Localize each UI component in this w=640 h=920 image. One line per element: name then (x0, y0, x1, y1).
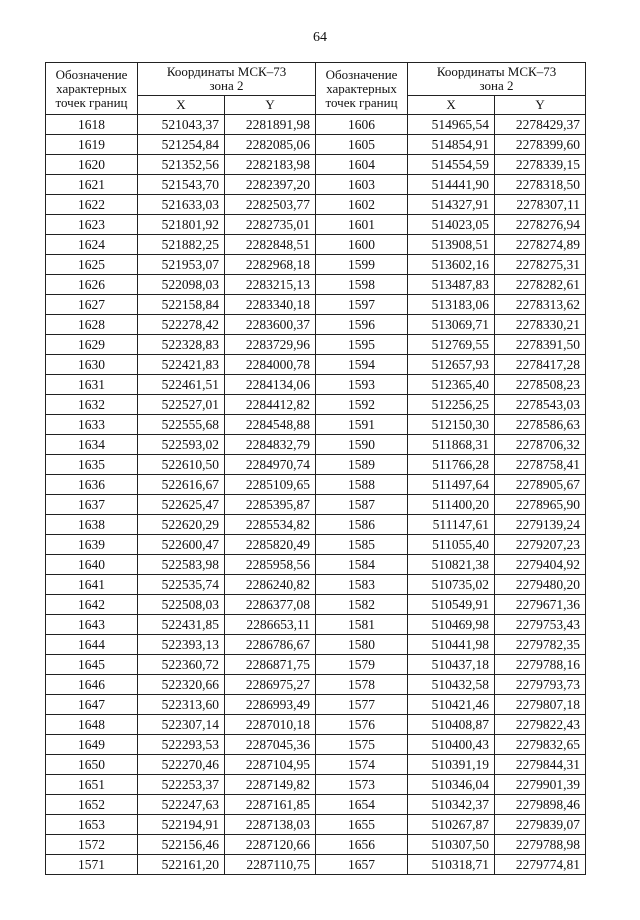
cell-point-left: 1622 (46, 195, 138, 215)
cell-y-right: 2279774,81 (495, 855, 586, 875)
cell-y-right: 2278965,90 (495, 495, 586, 515)
cell-y-right: 2278508,23 (495, 375, 586, 395)
cell-x-left: 522555,68 (138, 415, 225, 435)
cell-x-right: 511147,61 (408, 515, 495, 535)
cell-x-right: 514554,59 (408, 155, 495, 175)
cell-x-left: 522600,47 (138, 535, 225, 555)
cell-x-left: 522527,01 (138, 395, 225, 415)
table-body (46, 115, 586, 875)
cell-x-left: 522508,03 (138, 595, 225, 615)
coords-title-line2: зона 2 (209, 78, 244, 93)
table-row (46, 195, 586, 215)
cell-y-right: 2278758,41 (495, 455, 586, 475)
cell-point-left: 1631 (46, 375, 138, 395)
cell-y-right: 2279898,46 (495, 795, 586, 815)
cell-y-left: 2282848,51 (225, 235, 316, 255)
cell-y-right: 2279788,98 (495, 835, 586, 855)
cell-x-right: 510735,02 (408, 575, 495, 595)
table-row (46, 655, 586, 675)
table-row (46, 215, 586, 235)
cell-point-left: 1640 (46, 555, 138, 575)
point-label-line1: Обозначение (55, 66, 128, 82)
table-row (46, 355, 586, 375)
cell-x-right: 510342,37 (408, 795, 495, 815)
cell-x-left: 522461,51 (138, 375, 225, 395)
cell-x-right: 511868,31 (408, 435, 495, 455)
cell-y-left: 2284412,82 (225, 395, 316, 415)
cell-point-right: 1576 (316, 715, 408, 735)
cell-y-left: 2282503,77 (225, 195, 316, 215)
cell-x-left: 522610,50 (138, 455, 225, 475)
cell-y-left: 2287104,95 (225, 755, 316, 775)
cell-point-left: 1643 (46, 615, 138, 635)
cell-y-right: 2278429,37 (495, 115, 586, 135)
cell-y-right: 2278706,32 (495, 435, 586, 455)
cell-point-left: 1642 (46, 595, 138, 615)
cell-point-left: 1644 (46, 635, 138, 655)
cell-point-left: 1620 (46, 155, 138, 175)
point-label-line2: характерных (326, 80, 397, 96)
cell-y-right: 2279901,39 (495, 775, 586, 795)
cell-y-left: 2282183,98 (225, 155, 316, 175)
cell-y-left: 2282735,01 (225, 215, 316, 235)
cell-y-left: 2282085,06 (225, 135, 316, 155)
cell-y-right: 2278276,94 (495, 215, 586, 235)
cell-y-right: 2278274,89 (495, 235, 586, 255)
cell-y-left: 2284548,88 (225, 415, 316, 435)
table-row (46, 275, 586, 295)
col-x-header-right: X (408, 96, 495, 115)
cell-y-left: 2283729,96 (225, 335, 316, 355)
cell-point-left: 1641 (46, 575, 138, 595)
cell-point-right: 1597 (316, 295, 408, 315)
table-row (46, 255, 586, 275)
cell-x-left: 522270,46 (138, 755, 225, 775)
cell-point-left: 1649 (46, 735, 138, 755)
cell-x-right: 510821,38 (408, 555, 495, 575)
cell-x-left: 521043,37 (138, 115, 225, 135)
cell-point-right: 1585 (316, 535, 408, 555)
cell-point-right: 1577 (316, 695, 408, 715)
col-y-header-left: Y (225, 96, 316, 115)
cell-point-left: 1647 (46, 695, 138, 715)
cell-y-right: 2278318,50 (495, 175, 586, 195)
cell-x-right: 511400,20 (408, 495, 495, 515)
cell-x-right: 510400,43 (408, 735, 495, 755)
table-row (46, 495, 586, 515)
cell-x-left: 522313,60 (138, 695, 225, 715)
table-row (46, 835, 586, 855)
cell-x-left: 522593,02 (138, 435, 225, 455)
cell-point-left: 1634 (46, 435, 138, 455)
cell-y-right: 2278391,50 (495, 335, 586, 355)
cell-point-right: 1581 (316, 615, 408, 635)
cell-point-left: 1632 (46, 395, 138, 415)
cell-y-right: 2278543,03 (495, 395, 586, 415)
cell-y-left: 2284134,06 (225, 375, 316, 395)
cell-x-right: 510391,19 (408, 755, 495, 775)
table-row (46, 615, 586, 635)
cell-point-left: 1626 (46, 275, 138, 295)
cell-y-left: 2287138,03 (225, 815, 316, 835)
cell-point-left: 1645 (46, 655, 138, 675)
cell-x-left: 522320,66 (138, 675, 225, 695)
cell-y-left: 2282968,18 (225, 255, 316, 275)
table-row (46, 795, 586, 815)
cell-point-right: 1587 (316, 495, 408, 515)
cell-point-right: 1605 (316, 135, 408, 155)
cell-y-left: 2284832,79 (225, 435, 316, 455)
cell-point-left: 1635 (46, 455, 138, 475)
table-row (46, 635, 586, 655)
cell-point-left: 1624 (46, 235, 138, 255)
table-row (46, 475, 586, 495)
cell-point-left: 1639 (46, 535, 138, 555)
cell-point-right: 1601 (316, 215, 408, 235)
cell-point-right: 1579 (316, 655, 408, 675)
cell-y-right: 2279782,35 (495, 635, 586, 655)
cell-x-right: 512657,93 (408, 355, 495, 375)
point-label-line3: точек границ (55, 94, 128, 110)
cell-point-right: 1573 (316, 775, 408, 795)
cell-y-right: 2279788,16 (495, 655, 586, 675)
cell-x-left: 522161,20 (138, 855, 225, 875)
cell-y-left: 2281891,98 (225, 115, 316, 135)
cell-x-right: 513908,51 (408, 235, 495, 255)
cell-x-right: 511497,64 (408, 475, 495, 495)
cell-point-right: 1604 (316, 155, 408, 175)
cell-x-right: 510346,04 (408, 775, 495, 795)
cell-x-right: 510421,46 (408, 695, 495, 715)
cell-point-left: 1648 (46, 715, 138, 735)
cell-y-right: 2279832,65 (495, 735, 586, 755)
cell-point-left: 1627 (46, 295, 138, 315)
cell-x-left: 522098,03 (138, 275, 225, 295)
table-row (46, 375, 586, 395)
cell-x-right: 512256,25 (408, 395, 495, 415)
cell-point-left: 1653 (46, 815, 138, 835)
cell-x-left: 522158,84 (138, 295, 225, 315)
table-row (46, 235, 586, 255)
cell-x-left: 522156,46 (138, 835, 225, 855)
cell-x-left: 521882,25 (138, 235, 225, 255)
cell-x-right: 514441,90 (408, 175, 495, 195)
cell-point-left: 1633 (46, 415, 138, 435)
col-x-header-left: X (138, 96, 225, 115)
cell-x-left: 521953,07 (138, 255, 225, 275)
cell-y-left: 2286993,49 (225, 695, 316, 715)
cell-y-left: 2287120,66 (225, 835, 316, 855)
cell-point-right: 1575 (316, 735, 408, 755)
cell-y-left: 2284970,74 (225, 455, 316, 475)
cell-y-left: 2283340,18 (225, 295, 316, 315)
cell-y-left: 2286240,82 (225, 575, 316, 595)
table-row (46, 155, 586, 175)
cell-y-right: 2279822,43 (495, 715, 586, 735)
cell-y-right: 2278399,60 (495, 135, 586, 155)
cell-x-right: 510318,71 (408, 855, 495, 875)
cell-point-left: 1652 (46, 795, 138, 815)
point-label-line3: точек границ (325, 94, 398, 110)
cell-x-left: 522393,13 (138, 635, 225, 655)
point-label-line1: Обозначение (325, 66, 398, 82)
table-row (46, 575, 586, 595)
cell-x-right: 514023,05 (408, 215, 495, 235)
cell-y-right: 2278586,63 (495, 415, 586, 435)
table-row (46, 175, 586, 195)
point-label-header-right (316, 63, 408, 115)
cell-x-left: 522431,85 (138, 615, 225, 635)
cell-point-left: 1618 (46, 115, 138, 135)
coords-header-right (408, 63, 586, 96)
coords-header-left (138, 63, 316, 96)
table-row (46, 415, 586, 435)
cell-point-right: 1602 (316, 195, 408, 215)
cell-point-left: 1619 (46, 135, 138, 155)
table-row (46, 455, 586, 475)
cell-y-right: 2279480,20 (495, 575, 586, 595)
cell-point-right: 1595 (316, 335, 408, 355)
cell-point-left: 1625 (46, 255, 138, 275)
cell-x-left: 522278,42 (138, 315, 225, 335)
cell-point-right: 1654 (316, 795, 408, 815)
cell-y-right: 2278275,31 (495, 255, 586, 275)
cell-y-right: 2279844,31 (495, 755, 586, 775)
cell-y-right: 2279839,07 (495, 815, 586, 835)
cell-x-left: 522421,83 (138, 355, 225, 375)
col-y-header-right: Y (495, 96, 586, 115)
cell-point-left: 1572 (46, 835, 138, 855)
cell-x-right: 512769,55 (408, 335, 495, 355)
cell-point-right: 1603 (316, 175, 408, 195)
cell-y-left: 2285109,65 (225, 475, 316, 495)
cell-point-right: 1588 (316, 475, 408, 495)
table-row (46, 535, 586, 555)
cell-point-left: 1630 (46, 355, 138, 375)
cell-y-right: 2278905,67 (495, 475, 586, 495)
cell-x-right: 511766,28 (408, 455, 495, 475)
cell-x-right: 513602,16 (408, 255, 495, 275)
cell-x-right: 511055,40 (408, 535, 495, 555)
table-row (46, 715, 586, 735)
table-row (46, 515, 586, 535)
cell-point-left: 1638 (46, 515, 138, 535)
cell-point-right: 1574 (316, 755, 408, 775)
cell-y-left: 2286653,11 (225, 615, 316, 635)
cell-y-left: 2285534,82 (225, 515, 316, 535)
table-row (46, 775, 586, 795)
cell-y-right: 2279793,73 (495, 675, 586, 695)
cell-y-right: 2279671,36 (495, 595, 586, 615)
cell-point-right: 1606 (316, 115, 408, 135)
cell-x-right: 512365,40 (408, 375, 495, 395)
cell-y-left: 2283215,13 (225, 275, 316, 295)
cell-x-left: 522293,53 (138, 735, 225, 755)
cell-y-left: 2286786,67 (225, 635, 316, 655)
cell-point-right: 1656 (316, 835, 408, 855)
table-row (46, 295, 586, 315)
cell-x-left: 522307,14 (138, 715, 225, 735)
cell-x-right: 510437,18 (408, 655, 495, 675)
cell-x-right: 513487,83 (408, 275, 495, 295)
cell-point-left: 1646 (46, 675, 138, 695)
cell-point-left: 1571 (46, 855, 138, 875)
cell-point-right: 1591 (316, 415, 408, 435)
cell-x-right: 513183,06 (408, 295, 495, 315)
cell-y-right: 2279139,24 (495, 515, 586, 535)
cell-x-right: 512150,30 (408, 415, 495, 435)
table-row (46, 115, 586, 135)
cell-x-left: 522535,74 (138, 575, 225, 595)
cell-y-right: 2278307,11 (495, 195, 586, 215)
cell-point-left: 1629 (46, 335, 138, 355)
cell-point-right: 1655 (316, 815, 408, 835)
cell-point-right: 1598 (316, 275, 408, 295)
cell-point-right: 1594 (316, 355, 408, 375)
table-row (46, 435, 586, 455)
cell-y-right: 2279753,43 (495, 615, 586, 635)
cell-point-right: 1600 (316, 235, 408, 255)
cell-x-right: 510408,87 (408, 715, 495, 735)
cell-y-left: 2287161,85 (225, 795, 316, 815)
cell-x-left: 522253,37 (138, 775, 225, 795)
cell-x-left: 521352,56 (138, 155, 225, 175)
cell-point-left: 1621 (46, 175, 138, 195)
cell-point-left: 1650 (46, 755, 138, 775)
table-row (46, 755, 586, 775)
cell-y-right: 2279807,18 (495, 695, 586, 715)
cell-y-left: 2286377,08 (225, 595, 316, 615)
coords-title-line1: Координаты МСК–73 (436, 64, 557, 79)
cell-y-left: 2287110,75 (225, 855, 316, 875)
cell-y-left: 2286975,27 (225, 675, 316, 695)
cell-y-left: 2286871,75 (225, 655, 316, 675)
cell-x-left: 522247,63 (138, 795, 225, 815)
cell-x-left: 522625,47 (138, 495, 225, 515)
coords-title-line1: Координаты МСК–73 (166, 64, 287, 79)
cell-y-right: 2279207,23 (495, 535, 586, 555)
cell-point-left: 1637 (46, 495, 138, 515)
point-label-line2: характерных (56, 80, 127, 96)
cell-y-left: 2282397,20 (225, 175, 316, 195)
cell-y-left: 2285820,49 (225, 535, 316, 555)
cell-y-left: 2285958,56 (225, 555, 316, 575)
table-row (46, 815, 586, 835)
cell-x-right: 514854,91 (408, 135, 495, 155)
cell-y-right: 2278313,62 (495, 295, 586, 315)
cell-point-left: 1623 (46, 215, 138, 235)
cell-x-left: 522583,98 (138, 555, 225, 575)
cell-x-right: 510441,98 (408, 635, 495, 655)
cell-point-right: 1590 (316, 435, 408, 455)
cell-x-right: 513069,71 (408, 315, 495, 335)
cell-point-right: 1584 (316, 555, 408, 575)
cell-x-right: 510469,98 (408, 615, 495, 635)
cell-point-right: 1592 (316, 395, 408, 415)
cell-x-left: 522194,91 (138, 815, 225, 835)
cell-point-right: 1583 (316, 575, 408, 595)
point-label-header-left (46, 63, 138, 115)
cell-x-left: 521543,70 (138, 175, 225, 195)
cell-x-left: 522620,29 (138, 515, 225, 535)
cell-x-left: 522328,83 (138, 335, 225, 355)
cell-y-left: 2287010,18 (225, 715, 316, 735)
table-row (46, 335, 586, 355)
cell-x-left: 522616,67 (138, 475, 225, 495)
cell-point-right: 1580 (316, 635, 408, 655)
page-number: 64 (313, 30, 327, 45)
cell-point-right: 1589 (316, 455, 408, 475)
cell-point-right: 1657 (316, 855, 408, 875)
table-row (46, 675, 586, 695)
cell-point-right: 1586 (316, 515, 408, 535)
table-row (46, 315, 586, 335)
cell-x-left: 521254,84 (138, 135, 225, 155)
cell-point-right: 1593 (316, 375, 408, 395)
cell-y-right: 2279404,92 (495, 555, 586, 575)
cell-point-right: 1578 (316, 675, 408, 695)
cell-x-right: 514327,91 (408, 195, 495, 215)
cell-y-left: 2284000,78 (225, 355, 316, 375)
cell-point-right: 1596 (316, 315, 408, 335)
cell-y-right: 2278282,61 (495, 275, 586, 295)
table-row (46, 735, 586, 755)
cell-point-left: 1651 (46, 775, 138, 795)
cell-point-left: 1628 (46, 315, 138, 335)
cell-x-right: 514965,54 (408, 115, 495, 135)
cell-x-left: 521801,92 (138, 215, 225, 235)
cell-x-right: 510267,87 (408, 815, 495, 835)
cell-point-left: 1636 (46, 475, 138, 495)
cell-y-right: 2278339,15 (495, 155, 586, 175)
cell-y-left: 2287149,82 (225, 775, 316, 795)
cell-x-right: 510432,58 (408, 675, 495, 695)
cell-y-left: 2285395,87 (225, 495, 316, 515)
table-row (46, 695, 586, 715)
coordinates-table (45, 62, 586, 875)
cell-y-left: 2283600,37 (225, 315, 316, 335)
cell-y-right: 2278330,21 (495, 315, 586, 335)
cell-y-left: 2287045,36 (225, 735, 316, 755)
coords-title-line2: зона 2 (479, 78, 514, 93)
table-row (46, 855, 586, 875)
table-row (46, 395, 586, 415)
cell-point-right: 1582 (316, 595, 408, 615)
cell-point-right: 1599 (316, 255, 408, 275)
table-row (46, 135, 586, 155)
table-row (46, 555, 586, 575)
cell-x-left: 522360,72 (138, 655, 225, 675)
table-header (46, 63, 586, 115)
cell-y-right: 2278417,28 (495, 355, 586, 375)
table-row (46, 595, 586, 615)
cell-x-left: 521633,03 (138, 195, 225, 215)
cell-x-right: 510307,50 (408, 835, 495, 855)
cell-x-right: 510549,91 (408, 595, 495, 615)
